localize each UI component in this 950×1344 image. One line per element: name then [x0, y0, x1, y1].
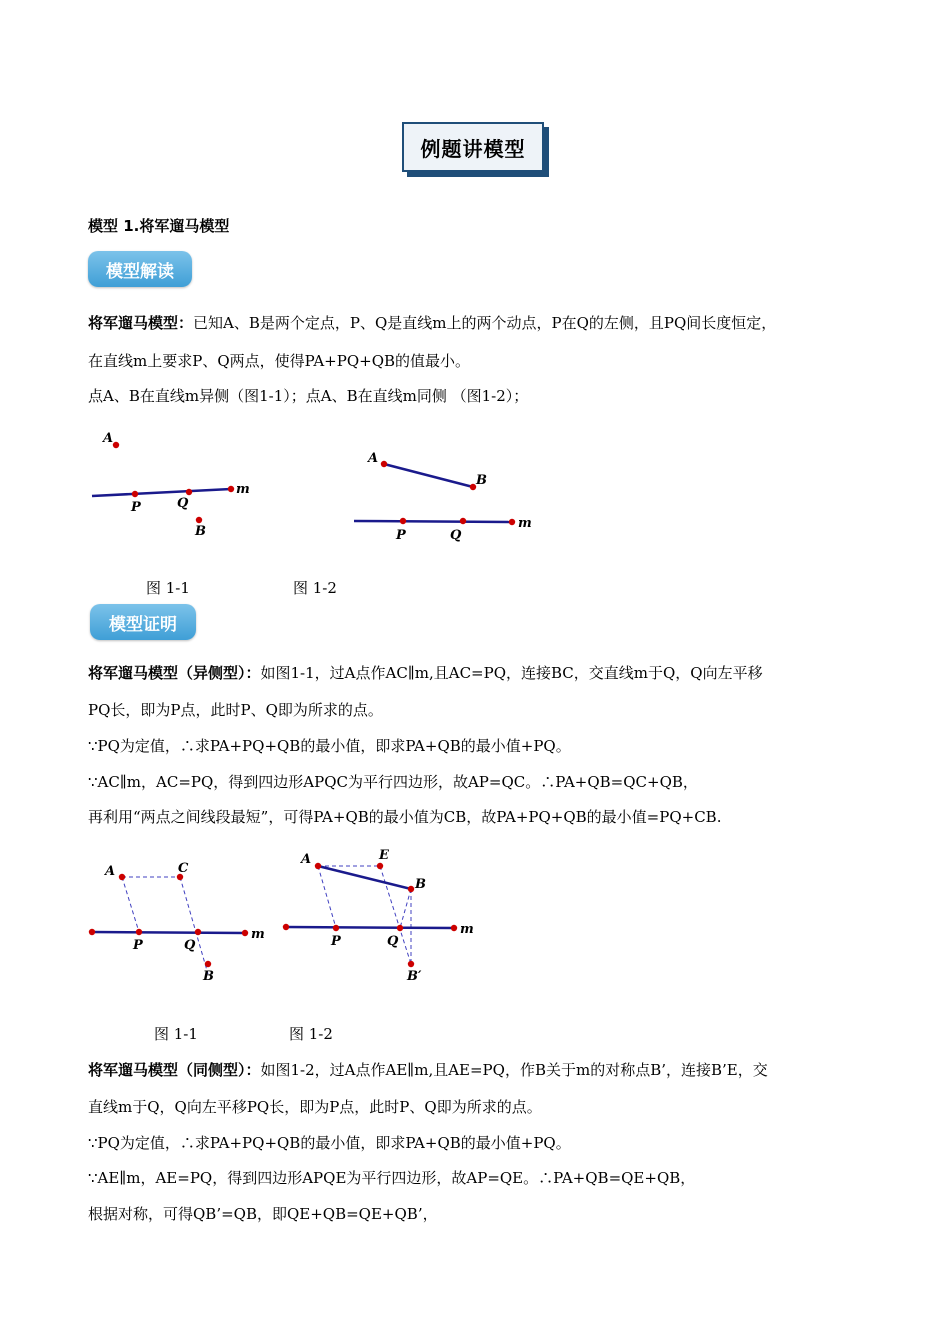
badge-model-interpretation: 模型解读: [88, 251, 192, 287]
figure-caption: 图 1-2: [293, 579, 337, 597]
point-B-prime: [408, 961, 414, 967]
label-P: P: [133, 938, 143, 953]
dashed-QB: [400, 889, 411, 928]
point-B: [196, 517, 202, 523]
label-B: B: [203, 969, 214, 984]
label-P: P: [131, 500, 141, 515]
dashed-CB: [180, 877, 208, 974]
line-m: [354, 521, 512, 522]
figure-caption: 图 1-1: [146, 579, 190, 597]
point-Q: [397, 925, 403, 931]
point-A: [113, 442, 119, 448]
point-m-end: [451, 925, 457, 931]
label-E: E: [379, 848, 389, 863]
point-P: [333, 925, 339, 931]
label-P: P: [396, 528, 406, 543]
figure-same-side: [350, 445, 540, 550]
label-A: A: [105, 864, 116, 879]
label-m: m: [236, 482, 250, 497]
label-Q: Q: [387, 934, 399, 949]
proof-opposite-line-2: PQ长，即为P点，此时P、Q即为所求的点。: [88, 701, 383, 719]
proof-opposite-line-3: ∵PQ为定值，∴求PA+PQ+QB的最小值，即求PA+QB的最小值+PQ。: [88, 737, 571, 755]
label-m: m: [460, 922, 474, 937]
label-B-prime: B′: [407, 969, 422, 984]
point-B: [205, 961, 211, 967]
segment-AB: [384, 464, 473, 487]
label-Q: Q: [177, 496, 189, 511]
point-A: [119, 874, 125, 880]
label-A: A: [103, 431, 114, 446]
dashed-AP: [318, 866, 336, 928]
proof-same-line-4: ∵AE∥m，AE=PQ，得到四边形APQE为平行四边形，故AP=QE。∴PA+QB=QE+QB，: [88, 1169, 696, 1187]
point-Q: [195, 929, 201, 935]
dashed-EBp: [380, 866, 411, 964]
point-P: [400, 518, 406, 524]
label-B: B: [195, 524, 206, 539]
figure-opposite-sides: [88, 425, 268, 545]
point-m-start: [89, 929, 95, 935]
proof-opposite-line-5: 再利用“两点之间线段最短”，可得PA+QB的最小值为CB，故PA+PQ+QB的最小值=PQ+CB.: [88, 808, 722, 826]
point-P: [132, 491, 138, 497]
intro-line-1: 将军遛马模型：已知A、B是两个定点，P、Q是直线m上的两个动点，P在Q的左侧，且PQ间长度恒定，: [88, 314, 777, 332]
proof-same-line-3: ∵PQ为定值，∴求PA+PQ+QB的最小值，即求PA+QB的最小值+PQ。: [88, 1134, 571, 1152]
label-Q: Q: [184, 938, 196, 953]
figure-caption: 图 1-2: [289, 1025, 333, 1043]
point-Q: [460, 518, 466, 524]
label-P: P: [331, 934, 341, 949]
point-m-end: [228, 486, 234, 492]
proof-opposite-line-1: 将军遛马模型（异侧型）：如图1-1，过A点作AC∥m,且AC=PQ，连接BC，交直线m于Q，Q向左平移: [88, 664, 763, 682]
proof-same-line-2: 直线m于Q，Q向左平移PQ长，即为P点，此时P、Q即为所求的点。: [88, 1098, 542, 1116]
label-A: A: [301, 852, 312, 867]
label-m: m: [518, 516, 532, 531]
point-Q: [186, 489, 192, 495]
line-m: [286, 927, 454, 928]
point-E: [377, 863, 383, 869]
point-m-end: [509, 519, 515, 525]
label-A: A: [368, 451, 379, 466]
label-m: m: [251, 927, 265, 942]
badge-model-proof: 模型证明: [90, 604, 196, 640]
point-A: [315, 863, 321, 869]
intro-line-3: 点A、B在直线m异侧（图1-1）；点A、B在直线m同侧 （图1-2）；: [88, 387, 529, 405]
segment-AB: [318, 866, 411, 889]
proof-same-line-5: 根据对称，可得QB’=QB，即QE+QB=QE+QB’，: [88, 1205, 438, 1223]
figure-same-construction: [280, 843, 480, 988]
label-B: B: [476, 473, 487, 488]
point-m-start: [283, 924, 289, 930]
point-A: [381, 461, 387, 467]
label-B: B: [415, 877, 426, 892]
figure-opposite-construction: [86, 855, 276, 990]
figure-caption: 图 1-1: [154, 1025, 198, 1043]
label-Q: Q: [450, 528, 462, 543]
point-P: [136, 929, 142, 935]
line-m: [92, 489, 231, 496]
label-C: C: [178, 861, 189, 876]
line-m: [92, 932, 245, 933]
point-m-end: [242, 930, 248, 936]
dashed-AP: [122, 877, 139, 932]
section-heading: 模型 1.将军遛马模型: [88, 217, 230, 235]
proof-same-line-1: 将军遛马模型（同侧型）：如图1-2，过A点作AE∥m,且AE=PQ，作B关于m的对称点B’，连接B’E，交: [88, 1061, 768, 1079]
intro-line-2: 在直线m上要求P、Q两点，使得PA+PQ+QB的值最小。: [88, 352, 471, 370]
point-B: [408, 886, 414, 892]
proof-opposite-line-4: ∵AC∥m，AC=PQ，得到四边形APQC为平行四边形，故AP=QC。∴PA+QB=QC+QB，: [88, 773, 698, 791]
page-title: 例题讲模型: [402, 122, 544, 172]
